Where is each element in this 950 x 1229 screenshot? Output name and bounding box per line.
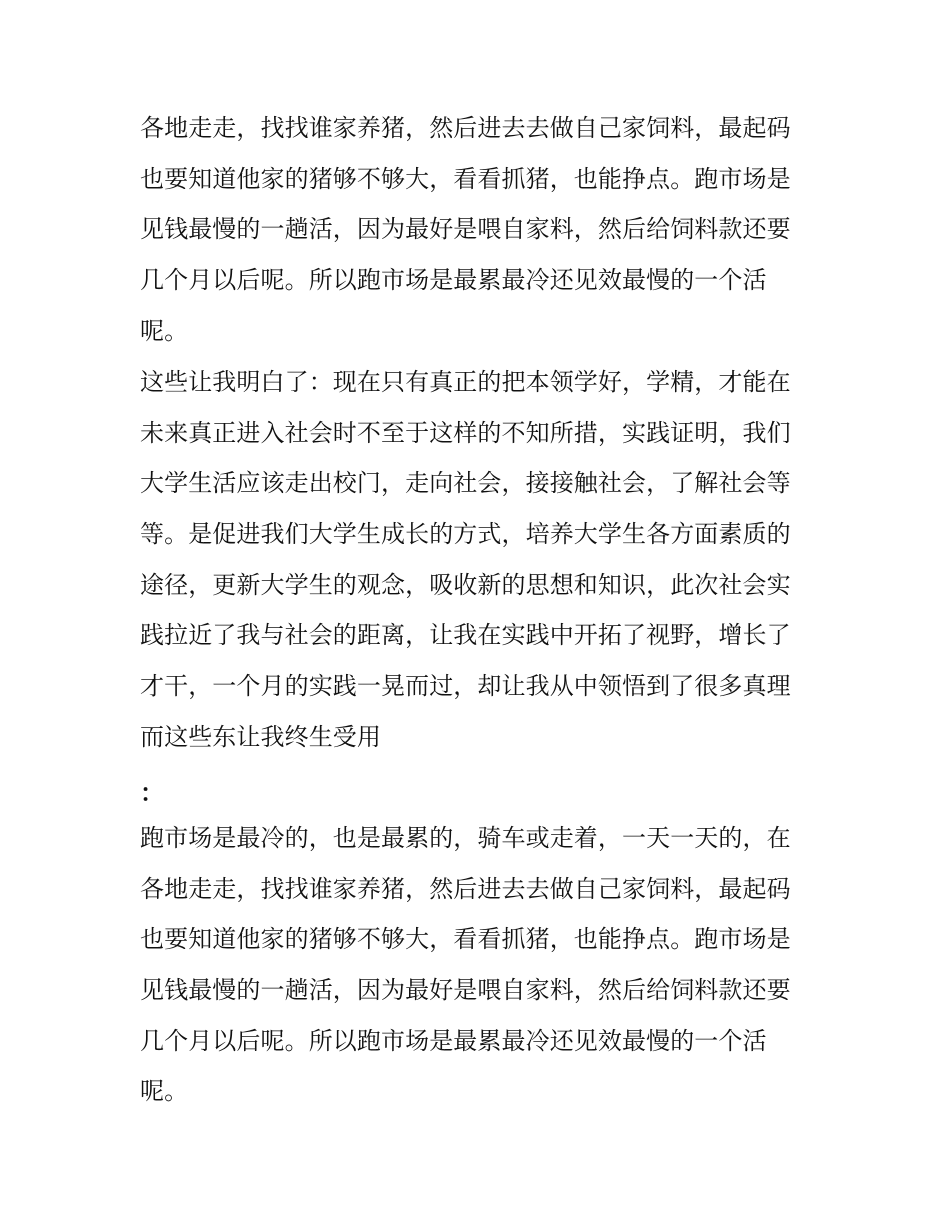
text-line: 而这些东让我终生受用 bbox=[140, 722, 381, 751]
text-line: 呢。 bbox=[140, 1077, 189, 1106]
text-line: 见钱最慢的一趟活，因为最好是喂自家料，然后给饲料款还要 bbox=[140, 976, 791, 1005]
paragraph-pig-market-top bbox=[140, 103, 820, 356]
text-line: 各地走走，找找谁家养猪，然后进去去做自己家饲料，最起码 bbox=[140, 874, 791, 903]
text-line: 见钱最慢的一趟活，因为最好是喂自家料，然后给饲料款还要 bbox=[140, 215, 791, 244]
text-line: 几个月以后呢。所以跑市场是最累最冷还见效最慢的一个活 bbox=[140, 266, 767, 295]
paragraph-reflection bbox=[140, 357, 820, 763]
text-line: 大学生活应该走出校门，走向社会，接接触社会，了解社会等 bbox=[140, 469, 791, 498]
text-line: 也要知道他家的猪够不够大，看看抓猪，也能挣点。跑市场是 bbox=[140, 164, 791, 193]
paragraph-pig-market-bottom bbox=[140, 813, 820, 1117]
separator-colon: ： bbox=[140, 778, 164, 807]
text-line: 也要知道他家的猪够不够大，看看抓猪，也能挣点。跑市场是 bbox=[140, 925, 791, 954]
text-line: 未来真正进入社会时不至于这样的不知所措，实践证明，我们 bbox=[140, 418, 791, 447]
text-line: 各地走走，找找谁家养猪，然后进去去做自己家饲料，最起码 bbox=[140, 114, 791, 142]
text-line: 跑市场是最冷的，也是最累的，骑车或走着，一天一天的，在 bbox=[140, 824, 791, 852]
text-line: 践拉近了我与社会的距离，让我在实践中开拓了视野，增长了 bbox=[140, 621, 791, 650]
text-line: 这些让我明白了：现在只有真正的把本领学好，学精，才能在 bbox=[140, 368, 791, 396]
text-line: 才干，一个月的实践一晃而过，却让我从中领悟到了很多真理 bbox=[140, 672, 791, 701]
text-line: 几个月以后呢。所以跑市场是最累最冷还见效最慢的一个活 bbox=[140, 1026, 767, 1055]
text-line: 途径，更新大学生的观念，吸收新的思想和知识，此次社会实 bbox=[140, 570, 791, 599]
text-line: 等。是促进我们大学生成长的方式，培养大学生各方面素质的 bbox=[140, 520, 791, 549]
text-line: 呢。 bbox=[140, 316, 189, 345]
